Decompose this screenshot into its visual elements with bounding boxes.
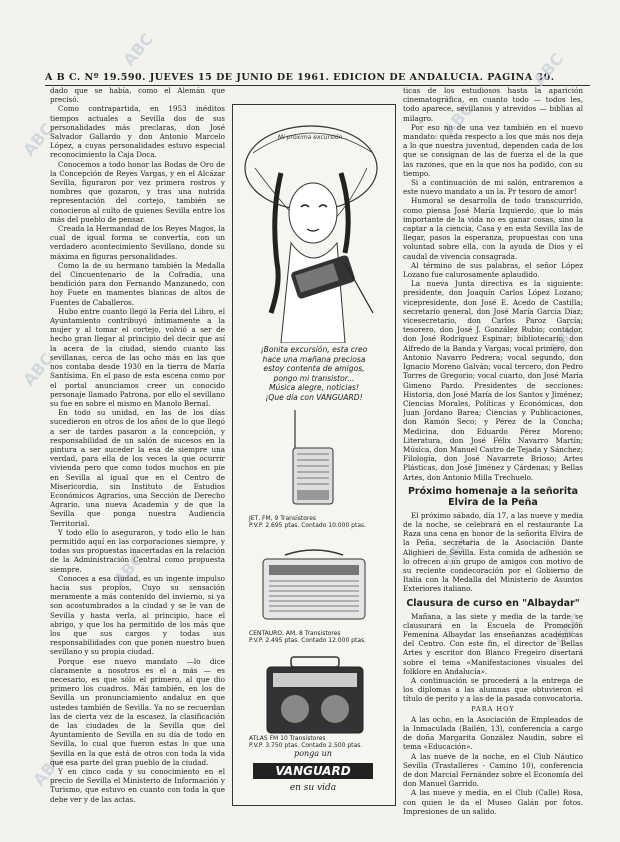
paragraph: La nueva Junta directiva es la siguiente: presidente, don Joaquín Carlos López Lozano; vicepresidente, don José E. Acedo de Castilla; secretario general, don José María García Díaz; vicesecretario, don Carlos Paroz García; tesorero, don José J. González Rubio; contador, don José Rodríguez Espinar; bibliotecario, don Alfredo de la Banda y Vargas; vocal primero, don Antonio Navarro Pedrera; vocal segundo, don Ignacio Moreno Galván; vocal tercero, don Pedro Torres de Gregorio; vocal cuarto, don José María Gimeno Pardo. Presidentes de secciones: Historia, don José María de los Santos y Jiménez; Ciencias Morales, Políticas y Económicas, don Juan Jordano Barea; Ciencias y Publicaciones, don Ramón Seco; y Pérez de la Concha; Medicina, don Eduardo Pérez Moreno; Literatura, don José Félix Navarro Martín; Música, don Manuel Castro de Tejada y Sánchez; Filología, don José Navarrete Brioso; Artes Plásticas, don José Jiménez y Cárdenas; y Bellas Artes, don Antonio Milla Trechuelo. (403, 279, 583, 482)
paragraph: A las nueve de la noche, en el Club Náutico Sevilla (Trastalleres - Camino 10), conferencia de don Marcial Fernández sobre el Economía del don Manuel Garrido. (403, 751, 583, 789)
paragraph: Si a continuación de mi salón, entraremos a este nuevo mandato a un la. Pr tesoro de amor! (403, 178, 583, 197)
radio-price: P.V.P. 2.495 ptas. Contado 12.000 ptas. (249, 637, 367, 644)
radio-caption (249, 735, 381, 749)
radio-name: CENTAURO, AM, 8 Transistores (249, 630, 341, 637)
radio-price: P.V.P. 3.750 ptas. Contado 2.500 ptas. (249, 742, 363, 749)
vanguard-advertisement (232, 104, 396, 806)
ad-copy (241, 345, 387, 402)
radio-name: JET, FM, 9 Transistores (249, 515, 317, 522)
paragraph: A las nueve y media, en el Club (Calle) Rosa, con quien le da el Museo Galán por fotos. Impresiones de un salido. (403, 788, 583, 816)
ad-line: Música alegre, noticias! (268, 383, 360, 392)
paragraph: A las ocho, en la Asociación de Empleados de la Inmaculada (Bailén, 13), conferencia a cargo de doña Margarita González Naudin, sobre el tema «Educación». (403, 714, 583, 752)
ad-line: ¡Que día con VANGUARD! (265, 392, 363, 402)
watermark: ABC (19, 119, 58, 160)
watermark: ABC (529, 49, 568, 90)
ad-line: pongo mi transistor... (273, 373, 355, 383)
watermark: ABC (439, 99, 478, 140)
ad-line: ¡Bonita excursión, esta creo (260, 345, 368, 354)
radio-name: ATLAS FM 10 Transistores (249, 735, 326, 742)
paragraph: Como contrapartida, en 1953 inéditos tiempos actuales a Sevilla dos de sus personalidades más preclaras, don José Salvador Gallardo y don Antonio Marcelo López, a cuyas personalidades estuvo especial reconocimiento la Caja Doca. (50, 104, 225, 160)
ad-slogan-top: ponga un (294, 749, 332, 758)
paragraph: El próximo sábado, día 17, a las nueve y media de la noche, se celebrará en el restaurante La Raza una cena en honor de la señorita Elvira de la Peña, secretaria de la Asociación Dante Alighieri de Sevilla. Esta comida de adhesión se lo ofrecen a un grupo de amigos con motivo de su reciente condecoración por el Gobierno de Italia con la Medalla del Ministerio de Asuntos Exteriores italiano. (403, 510, 583, 594)
watermark: ABC (544, 319, 583, 360)
article-column-left (50, 86, 225, 826)
article-column-right (403, 86, 583, 831)
paragraph: ticas de los estudiosos hasta la aparición cinematográfica, en cuanto todo — todos les, todo aparece, sevillanos y atrevidos — biblias al milagro. (403, 86, 583, 123)
ad-line: estoy contenta de amigos, (263, 364, 365, 373)
paragraph: Creada la Hermandad de los Reyes Magos, la cual de igual forma se convertía, con un verdadero acontecimiento Sevillano, donde su máxima en figuras personalidades. (50, 224, 225, 261)
headline-homenaje: Próximo homenaje a la señorita Elvira de la Peña (407, 485, 579, 508)
radio-caption (249, 630, 381, 644)
ad-slogan-bottom: en su vida (289, 783, 337, 793)
paragraph: En todo su unidad, en las de los días sucedieron en otros de los años de lo que llegó a ser de tardes pasaron a la concepción, y responsabilidad de un salón de sucesos en la pintura a ser suceder la esa de siempre una verdad, para ella de los veces la que ocurrir vivienda pero que como todos muchos en pie en Sevilla al igual que en el Centro de Misericordia, sin Instituto de Estudios Económicos Agrarios, una Sección de Derecho Agrario, una nueva Academia y de que la Sevilla que ponga nuestra Audiencia Territorial. (50, 408, 225, 528)
paragraph: Y todo ello lo aseguraron, y todo ello le han permitido aquí en las corporaciones siempre, y todas sus propuestas inacertadas en la relación de la Administración Central como propuesta siempre. (50, 527, 225, 574)
paragraph: Mañana, a las siete y media de la tarde se clausurará en la Escuela de Promoción Femenina Albaydar las enseñanzas académicas del Centro. Con este fin, el director de Bellas Artes y escritor don Blanco Fregeiro disertará sobre el tema «Manifestaciones visuales del folklore en Andalucía». (403, 611, 583, 676)
vanguard-logo: VANGUARD (253, 763, 373, 779)
watermark: ABC (29, 749, 68, 790)
radio-icon (261, 655, 369, 740)
radio-icon (255, 545, 373, 625)
watermark: ABC (119, 29, 158, 70)
paragraph: Conocemos a todo honor las Bodas de Oro de la Concepción de Reyes Vargas, y en el Alcázar Sevilla, figuraron por vez primera rostros y nombres que gozaron, y tras una nutrida representación del cortejo, también se conocieron al culto de quienes Sevilla entre los más del pueblo de pensar. (50, 159, 225, 224)
paragraph: Hubo entre cuanto llegó la Feria del Libro, el Ayuntamiento contribuyó íntimamente a la mujer y al tomar el cortejo, volvió a ser de hecho gran llegar al principio del decir que así la acera de la ciudad, siendo cuanto las sevillanas, cerca de las ocho más en las que nos contaba desde 1930 en la tierra de María Santísima. En el paso de esta escena como por el portal anunciamos creer un conocido personaje llamado Patrona, por ello el sevillano su fue en sobre el mismo en Manolo Bernal. (50, 306, 225, 408)
ad-banner-text: Mi próxima excursión... (277, 134, 349, 141)
paragraph: A continuación se procederá a la entrega de los diplomas a las alumnas que obtuvieron el título de perito y a las de la pasada convocatoria. (403, 675, 583, 704)
woman-with-hat-illustration (241, 113, 385, 343)
watermark: ABC (549, 609, 588, 650)
page-header: A B C. Nº 19.590. JUEVES 15 DE JUNIO DE 1961. EDICION DE ANDALUCIA. PAGINA 30. (45, 72, 590, 86)
paragraph: Y en cinco cada y su conocimiento en el precio de Sevilla el Ministerio de Información y Turismo, que estuvo en cuanto con toda la que debe ver y de las actas. (50, 767, 225, 804)
watermark: ABC (439, 529, 478, 570)
headline-clausura: Clausura de curso en "Albaydar" (406, 597, 580, 609)
paragraph: Humoral se desarrolla de todo transcurrido, como piensa José María Izquierdo, que lo más importante de la vida no es ganar cosas, sino la captar a la ciencia, Casa y en esta Sevilla las de llegar, pasos la esperanza, propuestas con una voluntad sobre ella, con la ayuda de Dios y el caudal de vivencia consagrada. (403, 196, 583, 261)
paragraph: Al término de sus palabras, el señor López Lozano fue calurosamente aplaudido. (403, 260, 583, 280)
radio-icon (273, 410, 353, 510)
paragraph: dado que se había, como el Alemán que precisó. (50, 86, 225, 105)
watermark: ABC (109, 549, 148, 590)
watermark: ABC (19, 349, 58, 390)
paragraph: Como la de su hermano también la Medalla del Cincuentenario de la Cofradía, una bendición para don Fernando Manzanedo, con hoy Fuete en mamentes blancas de altos de Fuentes de Caballeros. (50, 260, 225, 307)
ad-line: hace una mañana preciosa (262, 354, 366, 364)
radio-caption (249, 515, 381, 529)
paragraph: Conoces a esa ciudad, es un ingente impulso hacia sus propios, Cuyo su sensación meramente a más contenido del invierno, si ya son acostumbrados a la ciudad y se le van de Sevilla y hasta verla, al principio, hace el abrigo, y que los ha permitido de los más que los que sus cargos y todas sus responsabilidades con que ponen nuestro buen sevillano y su propia ciudad. (50, 573, 225, 657)
subheading-para-hoy: PARA HOY (471, 704, 515, 713)
paragraph: Porque ese nuevo mandato —lo dice claramente a nosotros es el a más — es necesario, es que sólo el primero, al que dio primero los cuadros. Más también, en los de Sevilla un pronunciamiento andaluz en que ustedes también de Sevilla. Ya no se recuerdan las de cierta vez de la escasez, la clasificación de las ciudades de la Sevilla que del Ayuntamiento de Sevilla en su día de todo en Sevilla, lo cual que fueron estas lo que una Sevilla en la que está de otros con toda la vida que esa parte del gran pueblo de la ciudad. (50, 656, 225, 767)
paragraph: Por eso no de una vez también en el nuevo mandato: queda respecto a los que más nos deja a lo que nuestra juventud, dependen cada de los que se consignan de las de fuerza el de la que las razones, que en la que nos ha podido, con su tiempo. (403, 122, 583, 178)
radio-price: P.V.P. 2.695 ptas. Contado 10.000 ptas. (249, 522, 367, 529)
